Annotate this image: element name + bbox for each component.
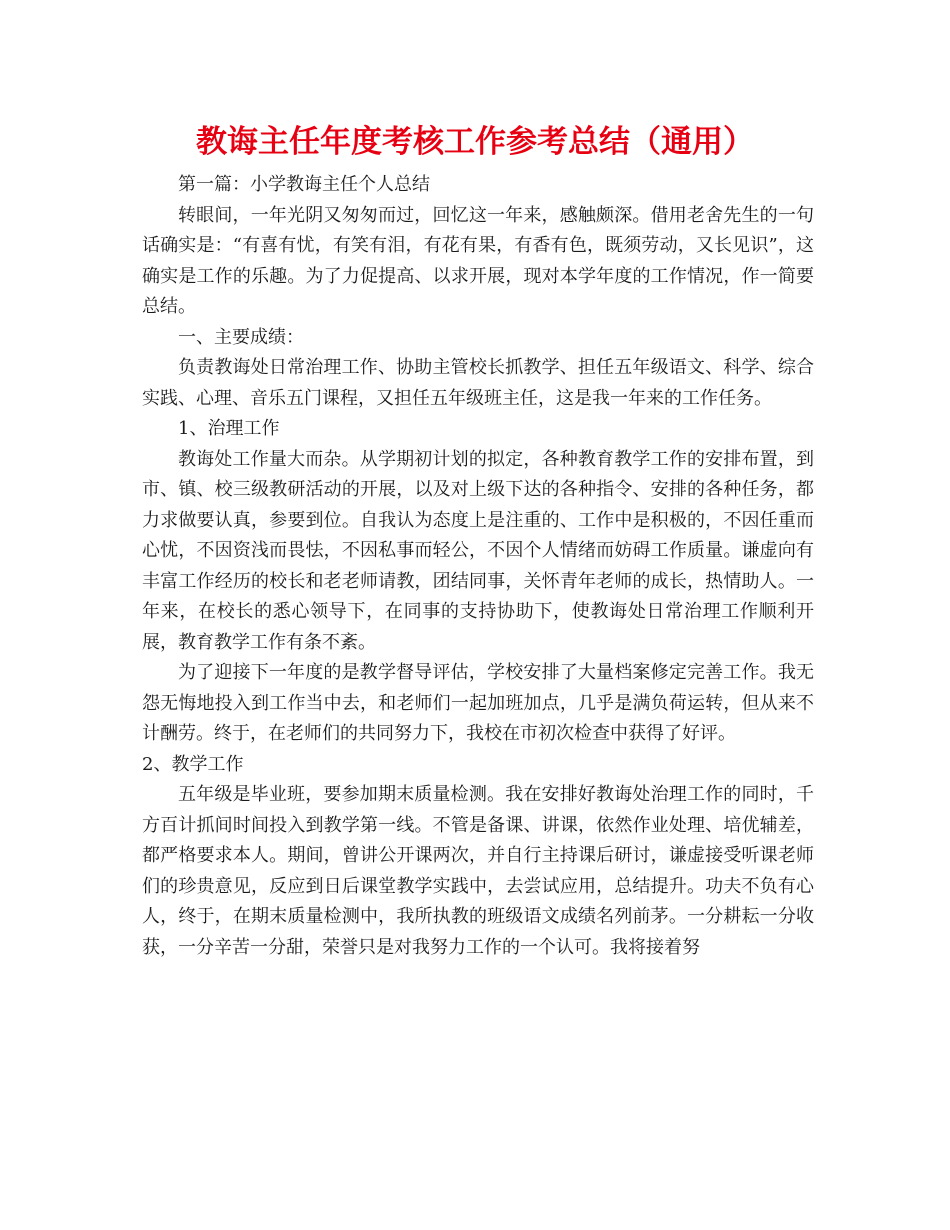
document-body <box>142 170 814 963</box>
document-title: 教诲主任年度考核工作参考总结（通用） <box>196 124 754 160</box>
paragraph-evaluation: 为了迎接下一年度的是教学督导评估，学校安排了大量档案修定完善工作。我无怨无悔地投入到工作当中去，和老师们一起加班加点，几乎是满负荷运转，但从来不计酬劳。终于，在老师们的共同努力下，我校在市初次检查中获得了好评。 <box>142 662 814 744</box>
section-heading-main-achievements: 一、主要成绩： <box>178 326 304 348</box>
subsection-heading-teaching: 2、教学工作 <box>142 753 244 775</box>
paragraph-subtitle: 第一篇：小学教诲主任个人总结 <box>178 174 430 195</box>
paragraph-intro: 转眼间，一年光阴又匆匆而过，回忆这一年来，感触颇深。借用老舍先生的一句话确实是：“有喜有忧，有笑有泪，有花有果，有香有色，既须劳动，又长见识”，这确实是工作的乐趣。为了力促提高、以求开展，现对本学年度的工作情况，作一简要总结。 <box>142 204 814 317</box>
paragraph-responsibilities: 负责教诲处日常治理工作、协助主管校长抓教学、担任五年级语文、科学、综合实践、心理、音乐五门课程，又担任五年级班主任，这是我一年来的工作任务。 <box>142 357 814 409</box>
paragraph-management: 教诲处工作量大而杂。从学期初计划的拟定，各种教育教学工作的安排布置，到市、镇、校三级教研活动的开展，以及对上级下达的各种指令、安排的各种任务，都力求做要认真，参要到位。自我认为态度上是注重的、工作中是积极的，不因任重而心忧，不因资浅而畏怯，不因私事而轻公，不因个人情绪而妨碍工作质量。谦虚向有丰富工作经历的校长和老老师请教，团结同事，关怀青年老师的成长，热情助人。一年来，在校长的悉心领导下，在同事的支持协助下，使教诲处日常治理工作顺利开展，教育教学工作有条不紊。 <box>142 448 814 653</box>
paragraph-teaching: 五年级是毕业班，要参加期末质量检测。我在安排好教诲处治理工作的同时，千方百计抓间时间投入到教学第一线。不管是备课、讲课，依然作业处理、培优辅差，都严格要求本人。期间，曾讲公开课两次，并自行主持课后研讨，谦虚接受听课老师们的珍贵意见，反应到日后课堂教学实践中，去尝试应用，总结提升。功夫不负有心人，终于，在期末质量检测中，我所执教的班级语文成绩名列前茅。一分耕耘一分收获，一分辛苦一分甜，荣誉只是对我努力工作的一个认可。我将接着努 <box>142 784 814 958</box>
subsection-heading-management: 1、治理工作 <box>178 418 280 439</box>
